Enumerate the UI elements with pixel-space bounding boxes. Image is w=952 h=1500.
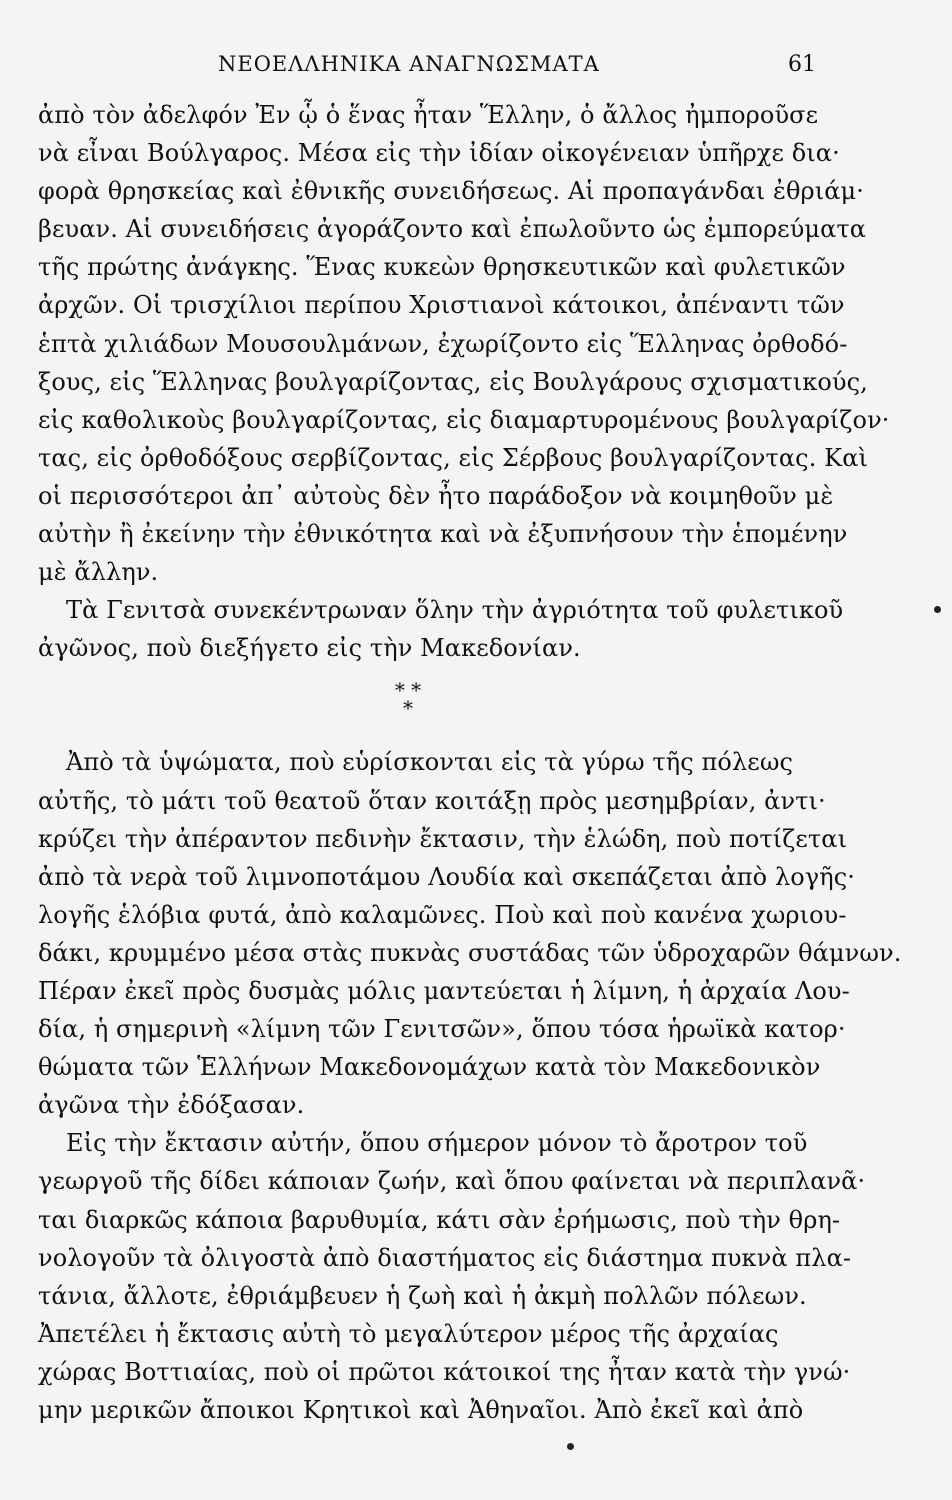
- text-line: Εἰς τὴν ἔκτασιν αὐτήν, ὅπου σήμερον μόνον τὸ ἄροτρον τοῦ: [66, 1129, 808, 1158]
- text-line: αὐτὴν ἢ ἐκείνην τὴν ἐθνικότητα καὶ νὰ ἐξυπνήσουν τὴν ἑπομένην: [38, 520, 848, 549]
- text-line: ἀγῶνα τὴν ἐδόξασαν.: [38, 1091, 305, 1120]
- asterism-stars: [384, 678, 432, 721]
- text-line: ἀπὸ τὰ νερὰ τοῦ λιμνοποτάμου Λουδία καὶ σκεπάζεται ἀπὸ λογῆς·: [38, 862, 856, 891]
- text-line: νὰ εἶναι Βούλγαρος. Μέσα εἰς τὴν ἰδίαν οἰκογένειαν ὑπῆρχε δια·: [38, 139, 840, 168]
- paragraph-4: [38, 1124, 866, 1429]
- text-line: βευαν. Αἱ συνειδήσεις ἀγοράζοντο καὶ ἐπωλοῦντο ὡς ἐμπορεύματα: [38, 215, 867, 244]
- text-line: ται διαρκῶς κάποια βαρυθυμία, κάτι σὰν ἐρήμωσις, ποὺ τὴν θρη-: [38, 1205, 841, 1234]
- text-line: κρύζει τὴν ἀπέραντον πεδινὴν ἔκτασιν, τὴν ἑλώδη, ποὺ ποτίζεται: [38, 824, 848, 853]
- text-line: λογῆς ἑλόβια φυτά, ἀπὸ καλαμῶνες. Ποὺ καὶ ποὺ κανένα χωριου-: [38, 900, 847, 929]
- asterism-bottom: *: [403, 696, 413, 721]
- text-line: αὐτῆς, τὸ μάτι τοῦ θεατοῦ ὅταν κοιτάξῃ πρὸς μεσημβρίαν, ἀντι·: [38, 786, 826, 815]
- text-line: νολογοῦν τὰ ὀλιγοστὰ ἀπὸ διαστήματος εἰς διάστημα πυκνὰ πλα-: [38, 1243, 852, 1272]
- page-number: 61: [788, 52, 816, 77]
- paragraph-1: [38, 96, 890, 591]
- text-line: ἀπὸ τὸν ἀδελφόν Ἐν ᾧ ὁ ἕνας ἦταν Ἕλλην, ὁ ἄλλος ἠμποροῦσε: [38, 101, 819, 129]
- text-line: οἱ περισσότεροι ἀπ᾽ αὐτοὺς δὲν ἦτο παράδοξον νὰ κοιμηθοῦν μὲ: [38, 481, 834, 510]
- page-header: [0, 52, 952, 92]
- text-line: Ἀπὸ τὰ ὑψώματα, ποὺ εὑρίσκονται εἰς τὰ γύρω τῆς πόλεως: [66, 748, 794, 777]
- paragraph-2: [38, 591, 844, 667]
- text-line: δάκι, κρυμμένο μέσα στὰς πυκνὰς συστάδας τῶν ὑδροχαρῶν θάμνων.: [38, 938, 902, 967]
- text-line: ἀρχῶν. Οἱ τρισχίλιοι περίπου Χριστιανοὶ κάτοικοι, ἀπέναντι τῶν: [38, 291, 845, 320]
- text-line: δία, ἡ σημερινὴ «λίμνη τῶν Γενιτσῶν», ὅπου τόσα ἡρωϊκὰ κατορ·: [38, 1015, 846, 1044]
- text-line: τάνια, ἄλλοτε, ἐθριάμβευεν ἡ ζωὴ καὶ ἡ ἀκμὴ πολλῶν πόλεων.: [38, 1281, 807, 1310]
- text-line: Τὰ Γενιτσὰ συνεκέντρωναν ὅλην τὴν ἀγριότητα τοῦ φυλετικοῦ: [66, 596, 844, 625]
- text-line: ἑπτὰ χιλιάδων Μουσουλμάνων, ἐχωρίζοντο εἰς Ἕλληνας ὀρθοδό-: [38, 329, 848, 358]
- text-line: Ἀπετέλει ἡ ἔκτασις αὐτὴ τὸ μεγαλύτερον μέρος τῆς ἀρχαίας: [38, 1319, 779, 1348]
- asterism-top: * *: [394, 678, 422, 703]
- text-line: μην μερικῶν ἄποικοι Κρητικοὶ καὶ Ἀθηναῖοι. Ἀπὸ ἐκεῖ καὶ ἀπὸ: [38, 1396, 804, 1424]
- text-line: Πέραν ἐκεῖ πρὸς δυσμὰς μόλις μαντεύεται ἡ λίμνη, ἡ ἀρχαία Λου-: [38, 976, 850, 1005]
- running-title: ΝΕΟΕΛΛΗΝΙΚΑ ΑΝΑΓΝΩΣΜΑΤΑ: [218, 52, 600, 76]
- section-asterism: [38, 667, 828, 743]
- text-line: εἰς καθολικοὺς βουλγαρίζοντας, εἰς διαμαρτυρομένους βουλγαρίζον·: [38, 405, 890, 434]
- text-line: φορὰ θρησκείας καὶ ἐθνικῆς συνειδήσεως. Αἱ προπαγάνδαι ἐθριάμ·: [38, 177, 864, 206]
- text-line: τας, εἰς ὀρθοδόξους σερβίζοντας, εἰς Σέρβους βουλγαρίζοντας. Καὶ: [38, 443, 869, 472]
- text-line: γεωργοῦ τῆς δίδει κάποιαν ζωήν, καὶ ὅπου φαίνεται νὰ περιπλανᾶ·: [38, 1167, 866, 1196]
- text-line: ἀγῶνος, ποὺ διεξήγετο εἰς τὴν Μακεδονίαν.: [38, 634, 581, 663]
- text-line: χώρας Βοττιαίας, ποὺ οἱ πρῶτοι κάτοικοί της ἦταν κατὰ τὴν γνώ·: [38, 1357, 851, 1386]
- body-text: [38, 96, 902, 1429]
- text-line: θώματα τῶν Ἑλλήνων Μακεδονομάχων κατὰ τὸν Μακεδονικὸν: [38, 1053, 821, 1082]
- ink-speck: [934, 606, 941, 613]
- text-line: τῆς πρώτης ἀνάγκης. Ἕνας κυκεὼν θρησκευτικῶν καὶ φυλετικῶν: [38, 253, 846, 282]
- ink-speck: [567, 1443, 574, 1450]
- text-line: μὲ ἄλλην.: [38, 558, 159, 587]
- paragraph-3: [38, 743, 902, 1124]
- text-line: ξους, εἰς Ἕλληνας βουλγαρίζοντας, εἰς Βουλγάρους σχισματικούς,: [38, 367, 868, 396]
